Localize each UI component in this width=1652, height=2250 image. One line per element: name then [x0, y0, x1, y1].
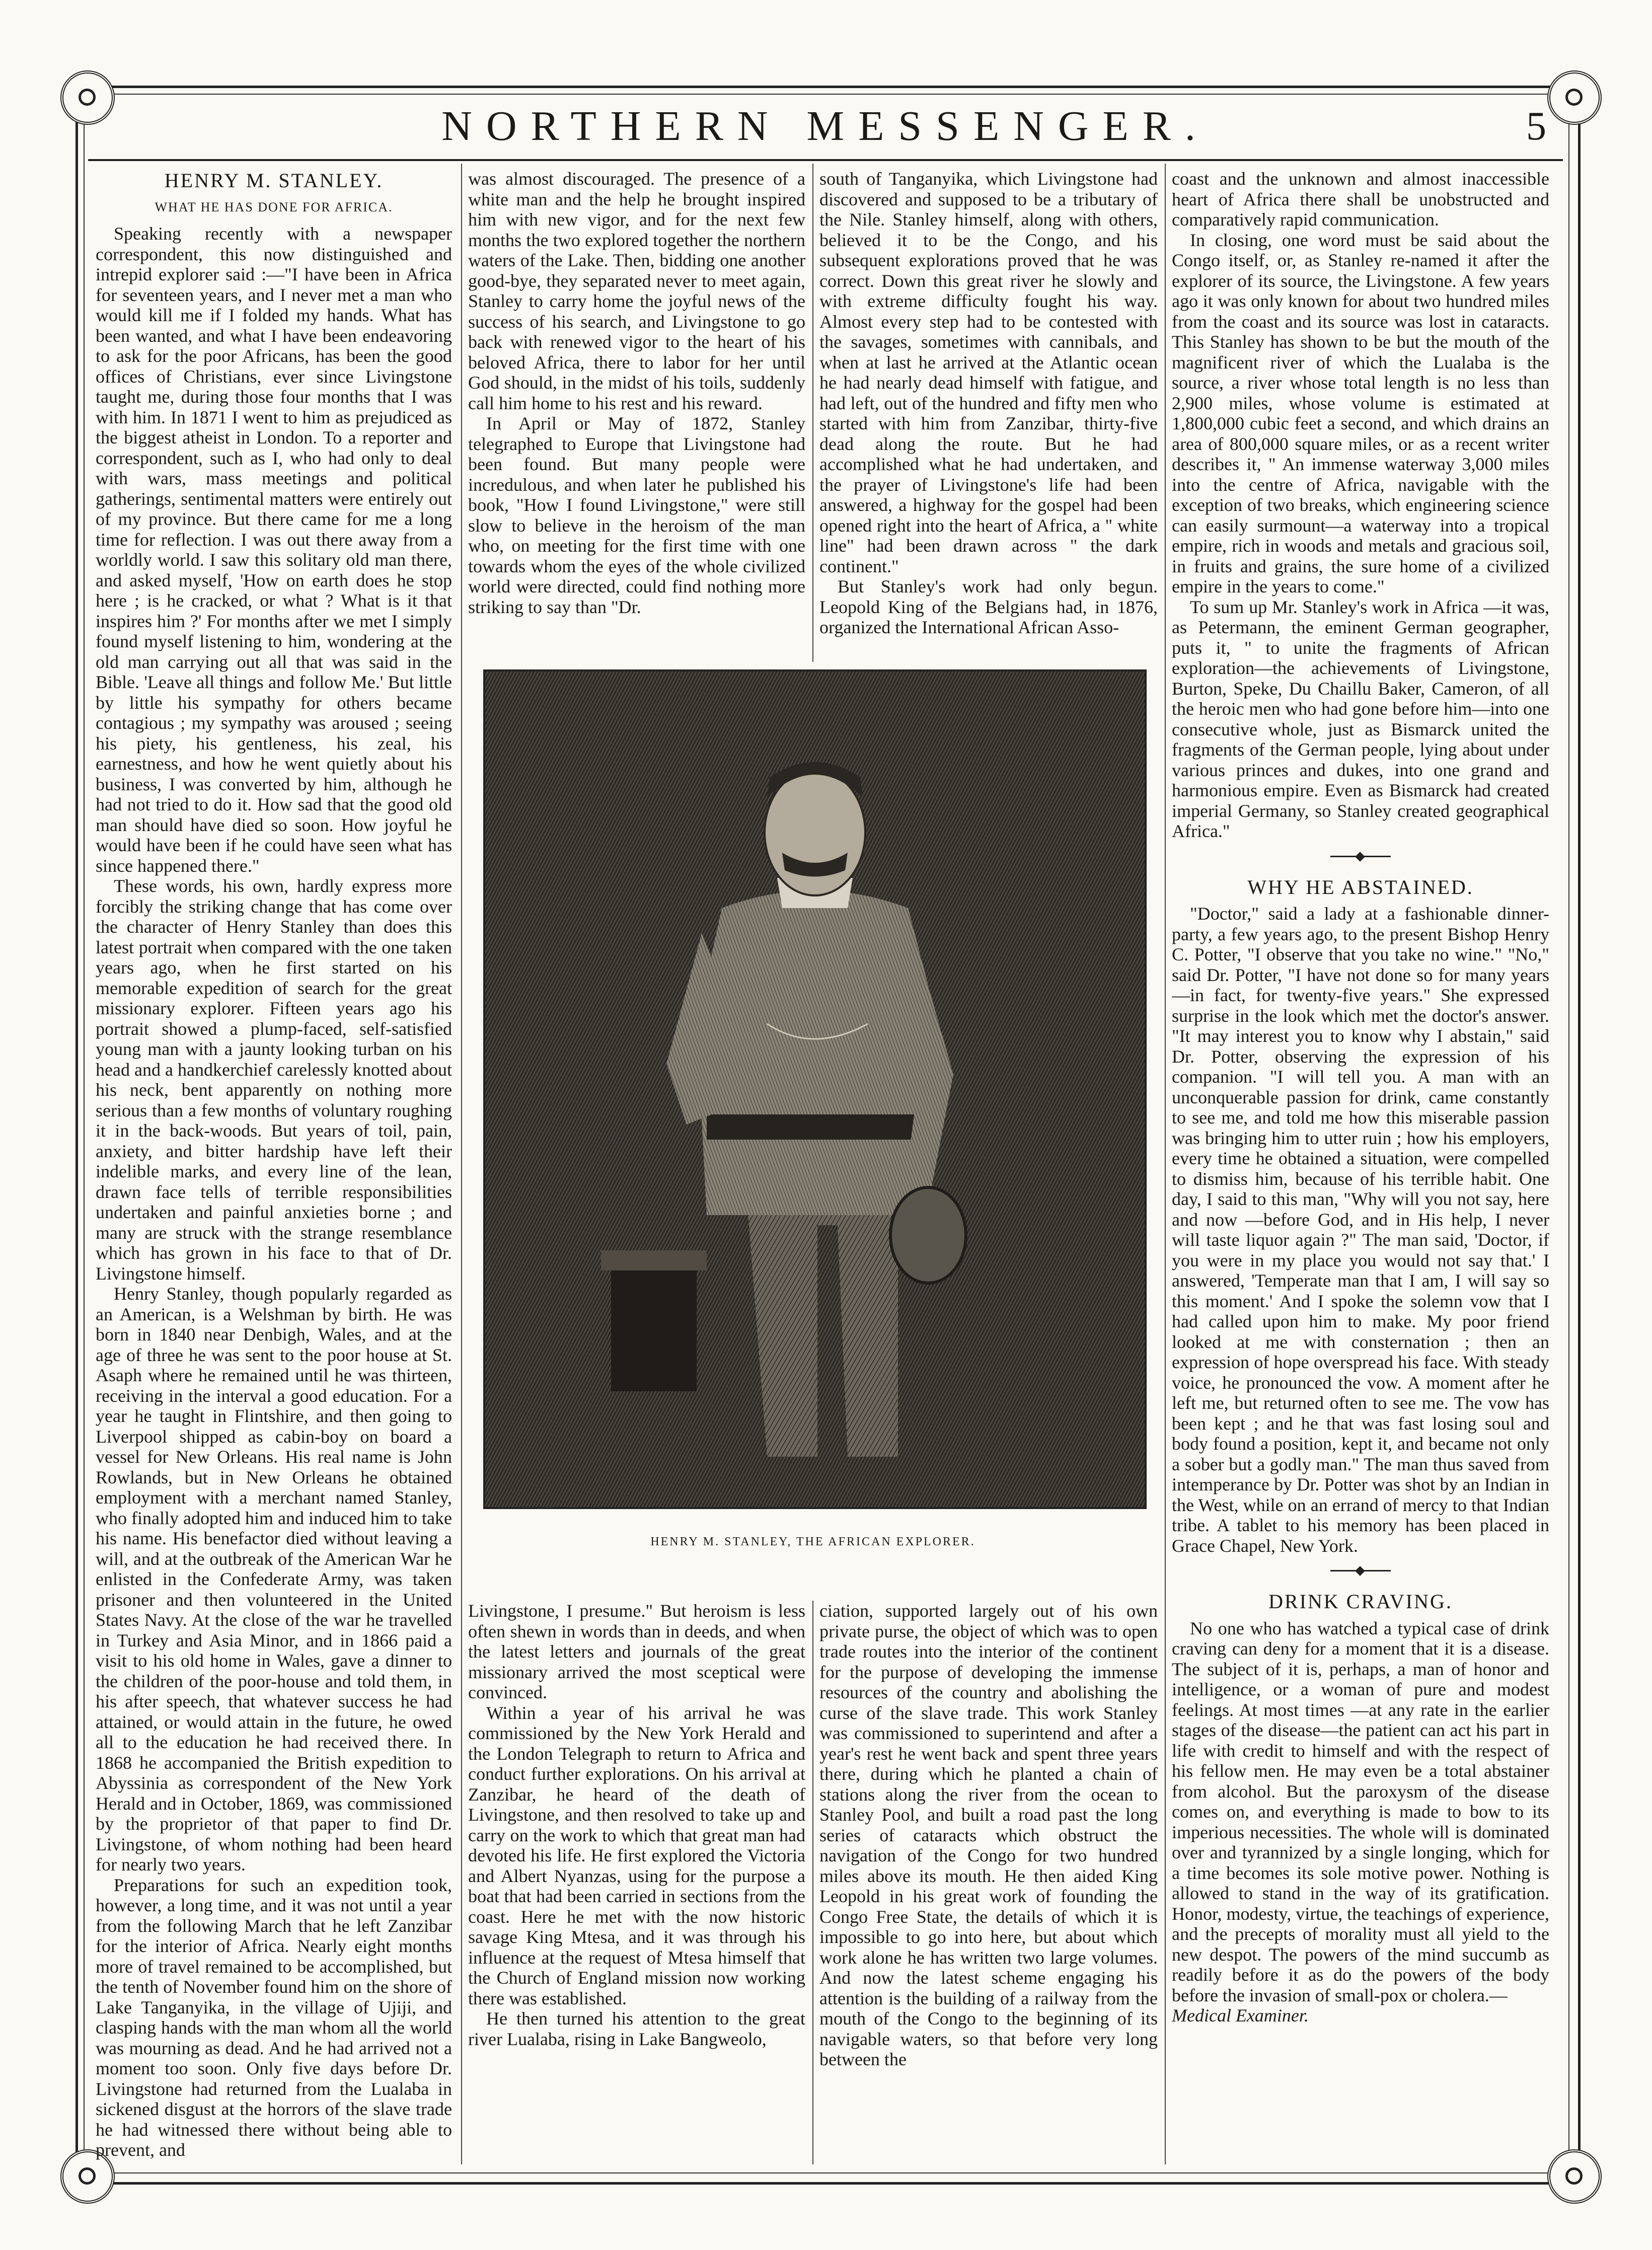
column-rule-2-bottom — [812, 1601, 813, 2164]
tunic — [697, 890, 938, 1215]
stanley-portrait-engraving — [483, 669, 1147, 1509]
belt — [707, 1114, 928, 1140]
paragraph: Speaking recently with a newspaper correspondent, this now distinguished and intrepid explorer said :—"I have been in Africa for seventeen years, and I never met a man who would kill me if I folded my hands. What has been wanted, and what I have been endeavoring to ask for the poor Africans, has been the good offices of Christians, ever since Livingstone taught me, during those four months that I was with him. In 1871 I went to him as prejudiced as the biggest atheist in London. To a reporter and correspondent, such as I, who had only to deal with wars, mass meetings and political gatherings, sentimental matters were entirely out of my province. But there came for me a long time for reflection. I was out there away from a worldly world. I saw this solitary old man there, and asked myself, 'How on earth does he stop here ; is he cracked, or what ? What is it that inspires him ?' For months after we met I simply found myself listening to him, wondering at the old man carrying out all that was said in the Bible. 'Leave all things and follow Me.' But little by little his sympathy for others became contagious ; my sympathy was aroused ; seeing his piety, his gentleness, his zeal, his earnestness, and how he went quietly about his business, I was converted by him, although he had not tried to do it. How sad that the good old man should have died so soon. How joyful he would have been if he could have seen what has since happened there." — [96, 223, 452, 876]
paragraph: To sum up Mr. Stanley's work in Africa —it was, as Petermann, the eminent German geographer, puts it, " to unite the fragments of African exploration—the achievements of Livingstone, Burton, Speke, Du Chaillu Baker, Cameron, of all the heroic men who had gone before him—into one consecutive whole, just as Bismarck united the fragments of the German people, lying about under various princes and dukes, into one grand and harmonious empire. Even as Bismarck had created imperial Germany, so Stanley created geographical Africa." — [1172, 596, 1549, 841]
page-number: 5 — [1526, 104, 1546, 148]
paragraph: Livingstone, I presume." But heroism is less often shewn in words than in deeds, and when the latest letters and journals of the great missionary arrived the most sceptical were convinced. — [468, 1601, 805, 1702]
column-4 — [1172, 169, 1549, 2167]
paragraph: ciation, supported largely out of his own private purse, the object of which was to open trade routes into the interior of the continent for the purpose of developing the immense resources of the country and abolishing the curse of the slave trade. This work Stanley was commissioned to superintend and after a year's rest he went back and spent three years there, during which he planted a chain of stations along the river from the ocean to Stanley Pool, and built a road past the long series of cataracts which obstruct the navigation of the Congo for two hundred miles above its mouth. He then aided King Leopold in his great work of founding the Congo Free State, the details of which it is impossible to go into here, but about which work alone he has written two large volumes. And now the latest scheme engaging his attention is the building of a railway from the mouth of the Congo to the beginning of its navigable waters, so that before very long between the — [819, 1601, 1158, 2069]
portrait-figure — [485, 671, 1145, 1507]
paragraph: Preparations for such an expedition took, however, a long time, and it was not until a year from the following March that he left Zanzibar for the interior of Africa. Nearly eight months more of travel remained to be accomplished, but the tenth of November found him on the shore of Lake Tanganyika, in the village of Ujiji, and clasping hands with the man whom all the world was mourning as dead. And he had arrived not a moment too soon. Only five days before Dr. Livingstone had returned from the Lualaba in sickened disgust at the horrors of the slave trade he had witnessed there without being able to prevent, and — [96, 1874, 452, 2160]
column-1 — [96, 169, 452, 2167]
article-subtitle: WHAT HE HAS DONE FOR AFRICA. — [155, 199, 393, 214]
drink-craving-title: DRINK CRAVING. — [1268, 1590, 1453, 1613]
source-credit: Medical Examiner. — [1172, 2005, 1309, 2026]
portrait-caption: HENRY M. STANLEY, THE AFRICAN EXPLORER. — [650, 1535, 975, 1548]
masthead-rule — [88, 159, 1563, 161]
column-rule-1 — [461, 164, 462, 2164]
column-rule-3 — [1165, 164, 1166, 2164]
section-divider — [1330, 856, 1391, 857]
article-title: HENRY M. STANLEY. — [164, 169, 384, 192]
trousers — [747, 1200, 898, 1457]
column-2-top — [468, 169, 805, 659]
table-top — [601, 1250, 707, 1270]
corner-ornament-bottom-right — [1547, 2149, 1602, 2204]
paragraph: No one who has watched a typical case of drink craving can deny for a moment that it is a disease. The subject of it is, perhaps, a man of honor and intelligence, or a woman of pure and modest feelings. At most times —at any rate in the earlier stages of the disease—the patient can act his part in life with credit to himself and with the respect of his fellow men. He may even be a total abstainer from alcohol. But the paroxysm of the disease comes on, and everything is made to bow to its imperious necessities. The whole will is dominated over and tyrannized by a single longing, which for a time becomes its sole motive power. Nothing is allowed to stand in the way of its gratification. Honor, modesty, virtue, the teachings of experience, and the precepts of morality must all yield to the new despot. The powers of the mind succumb as readily before it as do the powers of the body before the invasion of small-pox or cholera.— — [1172, 1618, 1549, 2005]
paragraph: He then turned his attention to the great river Lualaba, rising in Lake Bangweolo, — [468, 2008, 805, 2049]
table-shape — [611, 1260, 697, 1391]
helmet — [890, 1187, 966, 1283]
paragraph: coast and the unknown and almost inaccessible heart of Africa there shall be unobstructed and comparatively rapid communication. — [1172, 169, 1549, 230]
column-rule-2-top — [812, 164, 813, 662]
paragraph: In April or May of 1872, Stanley telegraphed to Europe that Livingstone had been found. But many people were incredulous, and when later he published his book, "How I found Livingstone," were still slow to believe in the heroism of the man who, on meeting for the first time with one towards whom the eyes of the whole civilized world were directed, could find nothing more striking to say than "Dr. — [468, 413, 805, 617]
section-divider — [1330, 1570, 1391, 1571]
column-3-top — [819, 169, 1158, 659]
column-3-bottom — [819, 1601, 1158, 2167]
paragraph: But Stanley's work had only begun. Leopold King of the Belgians had, in 1876, organized the International African Asso- — [819, 576, 1158, 637]
column-2-bottom — [468, 1601, 805, 2167]
paragraph: These words, his own, hardly express more forcibly the striking change that has come over the character of Henry Stanley than does this latest portrait when compared with the one taken years ago, when he first started on his memorable expedition of search for the great missionary explorer. Fifteen years ago his portrait showed a plump-faced, self-satisfied young man with a jaunty looking turban on his head and a handkerchief carelessly knotted about his neck, bent apparently on nothing more serious than a few months of voluntary roughing it in the back-woods. But years of toil, pain, anxiety, and bitter hardship have left their indelible marks, and every line of the lean, drawn face tells of terrible responsibilities undertaken and painful anxieties borne ; and many are struck with the strange resemblance which has grown in his face to that of Dr. Livingstone himself. — [96, 876, 452, 1284]
paragraph: Henry Stanley, though popularly regarded as an American, is a Welshman by birth. He was born in 1840 near Denbigh, Wales, and at the age of three he was sent to the poor house at St. Asaph where he remained until he was thirteen, receiving in the interval a good education. For a year he taught in Flintshire, and then going to Liverpool shipped as cabin-boy on board a vessel for New Orleans. His real name is John Rowlands, but in New Orleans he obtained employment with a merchant named Stanley, who finally adopted him and induced him to take his name. His benefactor died without leaving a will, and at the outbreak of the American War he enlisted in the Confederate Army, was taken prisoner and then volunteered in the United States Navy. At the close of the war he travelled in Turkey and Asia Minor, and in 1866 paid a visit to his old home in Wales, gave a dinner to the children of the poor-house and told them, in his after speech, that whatever success he had attained, or would attain in the future, he owed all to the education he had received there. In 1868 he accompanied the British expedition to Abyssinia as correspondent of the New York Herald and in October, 1869, was commissioned by the proprietor of that paper to find Dr. Livingstone, of whom nothing had been heard for nearly two years. — [96, 1284, 452, 1874]
paragraph: "Doctor," said a lady at a fashionable dinner-party, a few years ago, to the present Bishop Henry C. Potter, "I observe that you take no wine." "No," said Dr. Potter, "I have not done so for many years—in fact, for twenty-five years." She expressed surprise in the look which met the doctor's answer. "It may interest you to know why I abstain," said Dr. Potter, observing the expression of his companion. "I will tell you. A man with an unconquerable passion for drink, came constantly to see me, and told me how this miserable passion was bringing him to utter ruin ; how his employers, every time he obtained a situation, were compelled to dismiss him, because of his terrible habit. One day, I said to this man, "Why will you not say, here and now —before God, and in His help, I never will taste liquor again ?" The man said, 'Doctor, if you were in my place you would not say that.' I answered, 'Temperate man that I am, I will say so this moment.' And I spoke the solemn vow that I had called upon him to make. My poor friend looked at me with consternation ; then an expression of hope overspread his face. With steady voice, he pronounced the vow. A moment after he left me, but returned often to see me. The vow has been kept ; and he that was fast losing soul and body found a position, kept it, and became not only a sober but a godly man." The man thus saved from intemperance by Dr. Potter was shot by an Indian in the West, while on an errand of mercy to that Indian tribe. A tablet to his memory has been placed in Grace Chapel, New York. — [1172, 904, 1549, 1556]
why-he-abstained-title: WHY HE ABSTAINED. — [1247, 875, 1474, 898]
masthead-title: NORTHERN MESSENGER. — [441, 103, 1210, 149]
paragraph: Within a year of his arrival he was commissioned by the New York Herald and the London Telegraph to return to Africa and conduct further explorations. On his arrival at Zanzibar, he heard of the death of Livingstone, and then resolved to take up and carry on the work to which that great man had devoted his life. He first explored the Victoria and Albert Nyanzas, using for the purpose a boat that had been carried in sections from the coast. Here he met with the now historic savage King Mtesa, and it was through his influence at the request of Mtesa himself that the Church of England mission now working there was established. — [468, 1702, 805, 2008]
paragraph: was almost discouraged. The presence of a white man and the help he brought inspired him with new vigor, and for the next few months the two explored together the northern waters of the Lake. Then, bidding one another good-bye, they separated never to meet again, Stanley to carry home the joyful news of the success of his search, and Livingstone to go back with renewed vigor to the heart of his beloved Africa, there to labor for her until God should, in the midst of his toils, suddenly call him home to his rest and his reward. — [468, 169, 805, 413]
paragraph: In closing, one word must be said about the Congo itself, or, as Stanley re-named it after the explorer of its source, the Livingstone. A few years ago it was only known for about two hundred miles from the coast and its source was lost in cataracts. This Stanley has shown to be but the mouth of the magnificent river of which the Lualaba is the source, a river whose total length is no less than 2,900 miles, whose volume is estimated at 1,800,000 cubic feet a second, and which drains an area of 800,000 square miles, or as a recent writer describes it, " An immense waterway 3,000 miles into the centre of Africa, navigable with the exception of two breaks, which engineering science can easily surmount—a waterway into a tropical empire, rich in woods and metals and gracious soil, in fruits and grains, the sure home of a civilized empire in the years to come." — [1172, 230, 1549, 596]
paragraph: south of Tanganyika, which Livingstone had discovered and supposed to be a tributary of the Nile. Stanley himself, along with others, believed it to be the Congo, and his subsequent explorations proved that he was correct. Down this great river he slowly and with extreme difficulty fought his way. Almost every step had to be contested with the savages, sometimes with cannibals, and when at last he arrived at the Atlantic ocean he had nearly dead himself with fatigue, and had left, out of the hundred and fifty men who started with him from Zanzibar, thirty-five dead along the route. But he had accomplished what he had undertaken, and the prayer of Livingstone's life had been answered, a highway for the gospel had been opened right into the heart of Africa, a " white line" had been drawn across " the dark continent." — [819, 169, 1158, 576]
